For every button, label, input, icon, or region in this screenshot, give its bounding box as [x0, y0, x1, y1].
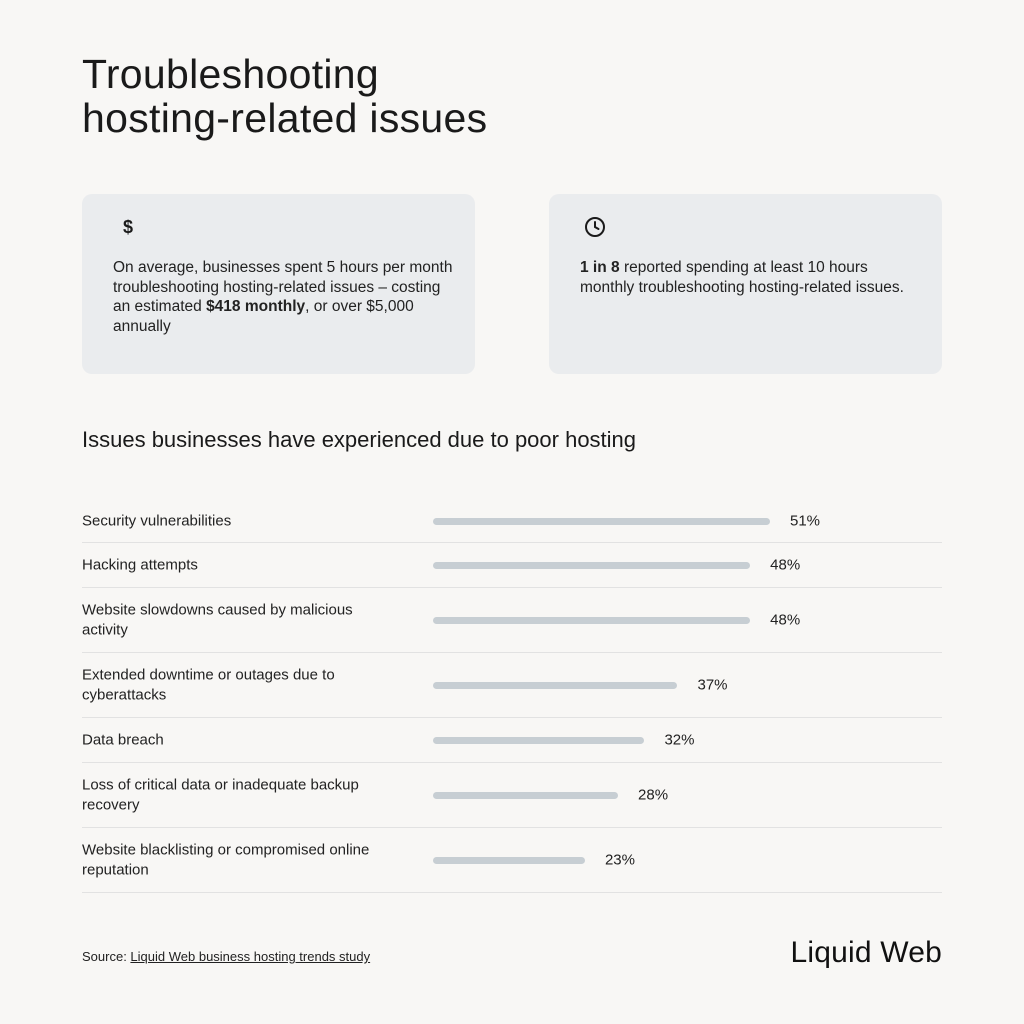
- stat-card-cost: [82, 194, 475, 374]
- bar-label: Website blacklisting or compromised online reputation: [82, 841, 370, 878]
- bar-value-label: 28%: [638, 786, 669, 804]
- bar-label: Website slowdowns caused by malicious activity: [82, 601, 353, 638]
- bar-label: Loss of critical data or inadequate backup recovery: [82, 776, 359, 813]
- stat-text-bold: $418 monthly: [206, 298, 306, 315]
- bar: [433, 562, 750, 569]
- bar: [433, 857, 585, 864]
- chart-row: [82, 543, 942, 588]
- chart-row: [82, 718, 942, 763]
- chart-row: [82, 763, 942, 828]
- chart-row: [82, 828, 942, 893]
- bar-label: Security vulnerabilities: [82, 511, 232, 529]
- bar-value-label: 48%: [770, 611, 801, 629]
- bar: [433, 617, 750, 624]
- chart-row: [82, 653, 942, 718]
- bar-value-label: 51%: [790, 512, 821, 529]
- source-link[interactable]: Liquid Web business hosting trends study: [130, 949, 371, 964]
- title-line-2: hosting-related issues: [82, 95, 488, 141]
- brand-logo: Liquid Web: [790, 936, 942, 969]
- stat-text-bold: 1 in 8: [580, 259, 620, 276]
- bar: [433, 682, 677, 689]
- stat-text-after: reported spending at least 10 hours monthly troubleshooting hosting-related issues.: [580, 259, 904, 296]
- clock-icon: [580, 212, 610, 242]
- bar-value-label: 37%: [697, 676, 728, 694]
- bar: [433, 737, 644, 744]
- source-note: [82, 949, 370, 964]
- chart-row: [82, 499, 942, 543]
- page-title: [82, 52, 782, 140]
- bar: [433, 518, 770, 525]
- bar: [433, 792, 618, 799]
- stat-text-after: , or over $5,000 annually: [113, 298, 414, 335]
- bar-label: Extended downtime or outages due to cyberattacks: [82, 666, 335, 703]
- bar-label: Data breach: [82, 731, 164, 749]
- stat-card-cost-text: [113, 258, 453, 336]
- bar-value-label: 32%: [664, 731, 695, 749]
- dollar-icon: $: [122, 216, 133, 237]
- stat-card-time: [549, 194, 942, 374]
- stat-text-before: On average, businesses spent 5 hours per month troubleshooting hosting-related issues – costing an estimated: [113, 259, 453, 315]
- bar-value-label: 48%: [770, 556, 801, 574]
- source-prefix: Source:: [82, 949, 131, 964]
- chart-title: Issues businesses have experienced due to poor hosting: [82, 427, 637, 452]
- title-line-1: Troubleshooting: [82, 51, 380, 97]
- stat-card-time-text: [580, 258, 920, 297]
- bar-value-label: 23%: [604, 851, 635, 869]
- bar-label: Hacking attempts: [82, 556, 198, 574]
- issues-bar-chart: [82, 499, 942, 893]
- chart-row: [82, 588, 942, 653]
